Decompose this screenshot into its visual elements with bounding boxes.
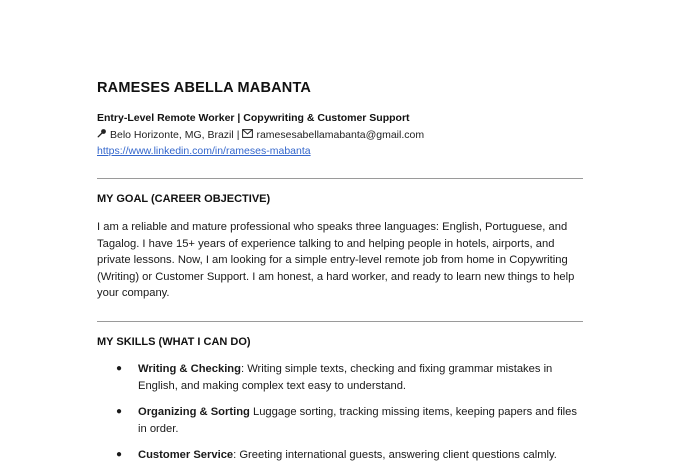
divider-middle	[97, 321, 583, 322]
skills-list	[97, 361, 583, 474]
bullet-icon: ●	[116, 406, 123, 418]
email-text[interactable]: ramesesabellamabanta@gmail.com	[256, 128, 425, 141]
candidate-name: RAMESES ABELLA MABANTA	[97, 80, 312, 96]
bullet-icon: ●	[116, 449, 123, 461]
linkedin-link[interactable]: https://www.linkedin.com/in/rameses-mabanta	[97, 145, 311, 157]
skill-separator: :	[233, 449, 240, 462]
skill-title: Customer Service	[138, 449, 234, 462]
skills-section-title: MY SKILLS (WHAT I CAN DO)	[97, 336, 251, 348]
envelope-icon	[242, 129, 253, 141]
skill-title: Writing & Checking	[138, 363, 241, 375]
skill-description: Writing simple texts, checking and fixing grammar mistakes in English, and making complex text easy to understand.	[138, 363, 553, 392]
skill-item	[97, 361, 583, 394]
location-text: Belo Horizonte, MG, Brazil	[110, 128, 234, 141]
skill-description: Greeting international guests, answering client questions calmly.	[239, 449, 557, 462]
contact-line	[97, 128, 424, 141]
skill-item	[97, 404, 583, 437]
pin-icon	[97, 128, 107, 141]
contact-separator: |	[236, 128, 240, 141]
divider-top	[97, 178, 583, 179]
skill-separator: :	[240, 363, 248, 375]
skill-title: Organizing & Sorting	[138, 406, 250, 419]
candidate-headline: Entry-Level Remote Worker | Copywriting & Customer Support	[97, 112, 410, 124]
bullet-icon: ●	[116, 363, 123, 374]
skill-item	[97, 447, 583, 464]
goal-section-title: MY GOAL (CAREER OBJECTIVE)	[97, 193, 271, 205]
goal-paragraph: I am a reliable and mature professional who speaks three languages: English, Portuguese, and Tagalog. I have 15+ years of experience talking to and helping people in hotels, airports, and private lessons. Now, I am looking for a simple entry-level remote job from home in Copywriting (Writing) or Customer Support. I am honest, a hard worker, and ready to learn new things to help your company.	[97, 221, 575, 300]
skill-description: Luggage sorting, tracking missing items, keeping papers and files in order.	[138, 406, 577, 435]
